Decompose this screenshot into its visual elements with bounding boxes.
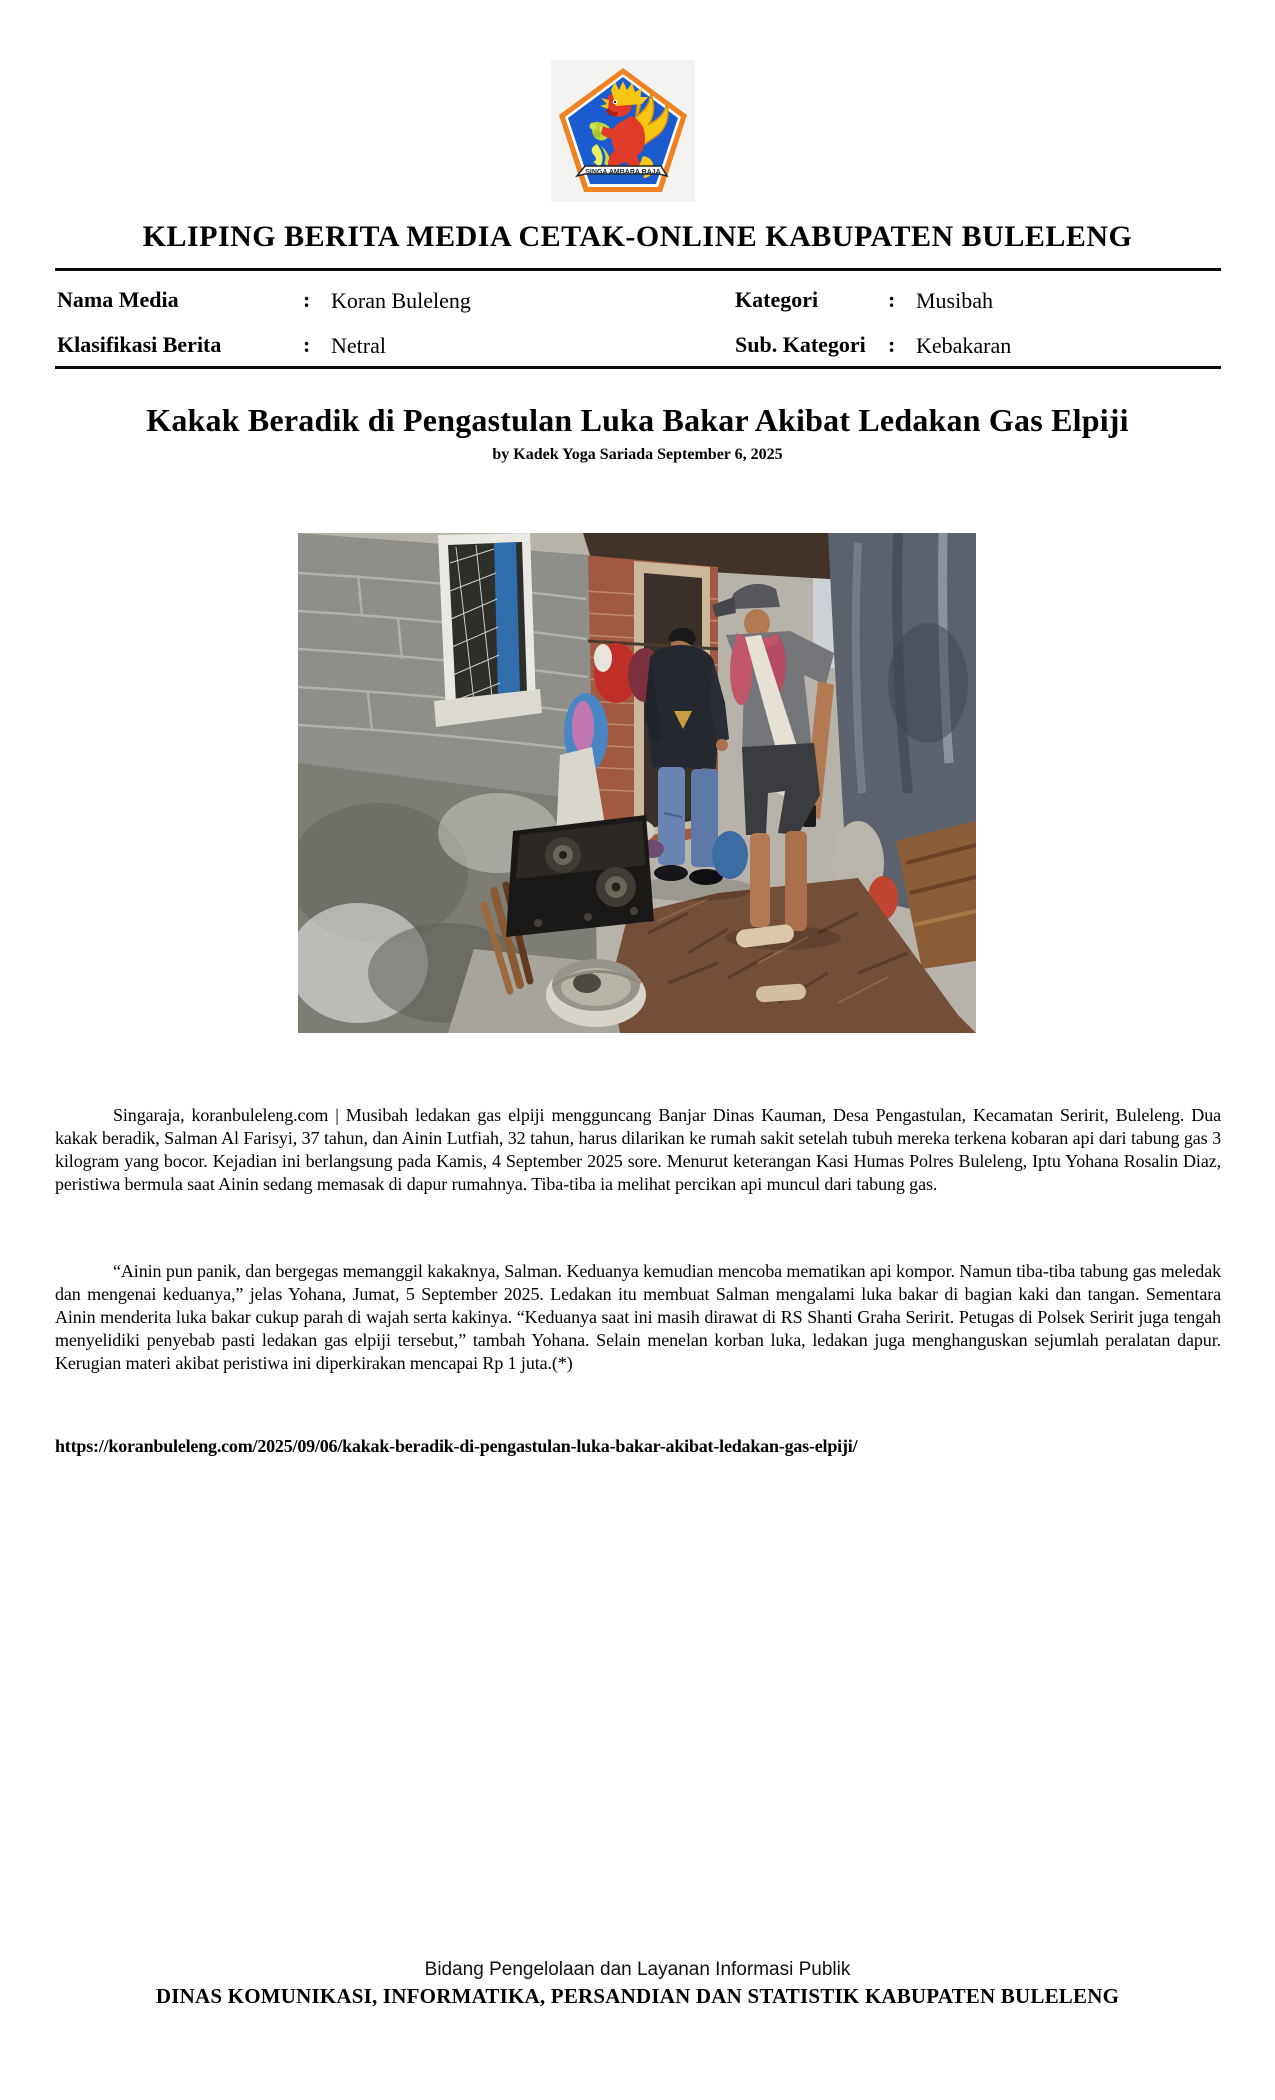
meta-value-klasifikasi: Netral	[331, 333, 386, 358]
pentagon-lion-icon	[551, 60, 695, 202]
meta-value-sub-kategori: Kebakaran	[916, 333, 1012, 358]
meta-label-nama-media: Nama Media	[57, 287, 179, 312]
article-photo	[298, 533, 976, 1033]
article-paragraph-2: “Ainin pun panik, dan bergegas memanggil kakaknya, Salman. Keduanya kemudian mencoba mematikan api kompor. Namun tiba-tiba tabung gas meledak dan mengenai keduanya,” jelas Yohana, Jumat, 5 September 2025. Ledakan itu membuat Salman mengalami luka bakar di bagian kaki dan tangan. Sementara Ainin menderita luka bakar cukup parah di wajah serta kakinya. “Keduanya saat ini masih dirawat di RS Shanti Graha Seririt. Petugas di Polsek Seririt juga tengah menyelidiki penyebab pasti ledakan gas elpiji tersebut,” tambah Yohana. Selain menelan korban luka, ledakan juga menghanguskan sejumlah peralatan dapur. Kerugian materi akibat peristiwa ini diperkirakan mencapai Rp 1 juta.(*)	[55, 1261, 1221, 1373]
buleleng-coat-of-arms	[551, 60, 695, 202]
emblem-banner-text: SINGA AMBARA RAJA	[585, 169, 661, 176]
footer-dinas-line: DINAS KOMUNIKASI, INFORMATIKA, PERSANDIAN DAN STATISTIK KABUPATEN BULELENG	[155, 1984, 1120, 2008]
meta-label-klasifikasi: Klasifikasi Berita	[57, 332, 222, 357]
meta-value-kategori: Musibah	[916, 288, 993, 313]
meta-label-kategori: Kategori	[735, 287, 819, 312]
meta-colon: :	[888, 287, 896, 312]
page-title: KLIPING BERITA MEDIA CETAK-ONLINE KABUPATEN BULELENG	[142, 220, 1133, 253]
article-title: Kakak Beradik di Pengastulan Luka Bakar Akibat Ledakan Gas Elpiji	[146, 402, 1129, 438]
footer-bidang-line: Bidang Pengelolaan dan Layanan Informasi Publik	[424, 1959, 851, 1980]
article-byline: by Kadek Yoga Sariada September 6, 2025	[492, 446, 783, 463]
meta-divider	[55, 366, 1221, 369]
alley-scene-photo	[298, 533, 976, 1033]
meta-colon: :	[303, 287, 311, 312]
meta-colon: :	[888, 332, 896, 357]
meta-value-nama-media: Koran Buleleng	[331, 288, 471, 313]
meta-label-sub-kategori: Sub. Kategori	[735, 332, 866, 357]
article-paragraph-1: Singaraja, koranbuleleng.com | Musibah ledakan gas elpiji mengguncang Banjar Dinas Kauman, Desa Pengastulan, Kecamatan Seririt, Buleleng. Dua kakak beradik, Salman Al Farisyi, 37 tahun, dan Ainin Lutfiah, 32 tahun, harus dilarikan ke rumah sakit setelah tubuh mereka terkena kobaran api dari tabung gas 3 kilogram yang bocor. Kejadian ini berlangsung pada Kamis, 4 September 2025 sore. Menurut keterangan Kasi Humas Polres Buleleng, Iptu Yohana Rosalin Diaz, peristiwa bermula saat Ainin sedang memasak di dapur rumahnya. Tiba-tiba ia melihat percikan api muncul dari tabung gas.	[55, 1105, 1221, 1194]
source-url-link[interactable]: https://koranbuleleng.com/2025/09/06/kakak-beradik-di-pengastulan-luka-bakar-akibat-ledakan-gas-elpiji/	[55, 1436, 858, 1456]
header-divider	[55, 268, 1221, 271]
meta-colon: :	[303, 332, 311, 357]
